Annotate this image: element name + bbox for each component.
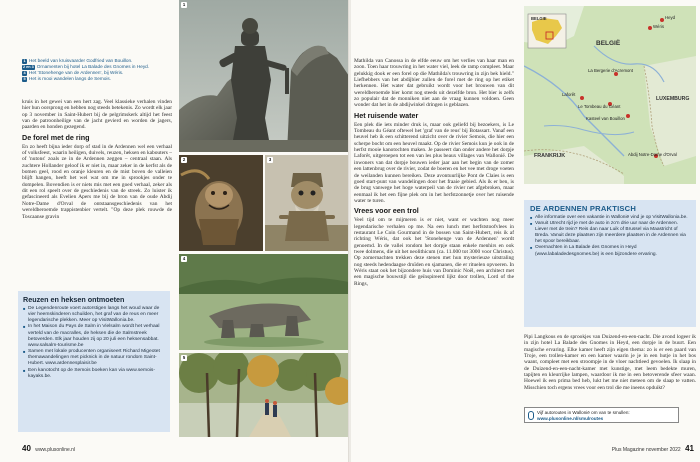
photo-gnome-ornament-1 [179,155,263,251]
footer-site[interactable]: www.plusonline.nl [35,447,76,453]
statue-illustration [179,0,349,152]
map-label-frankrijk: FRANKRIJK [534,153,566,159]
praktisch-item: ■ Alle informatie over een vakantie in Wallonië vind je op VisitWallonia.be. [530,215,690,221]
mouse-icon [528,411,534,420]
photo-godfried-statue [179,0,349,152]
water-paragraph: Een plek die iets minder druk is, maar ook geliefd bij bezoekers, is Le Tombeau du Géant oftewel het 'graf van de reus' bij Botassart. Vanaf een heuvel heb ik een schitterend uitzicht over de rivier Semois, die hier een scherpe bocht om een heuvel maakt. Op de rivier Semois kun je ook in de herfst mooie kanotochten maken. Je passeert dan onder andere het dorpje Laforêt, uitgeroepen tot een van les plus beaux villages van Wallonië. De inwoners van dat dorpje bouwen ieder jaar aan het begin van de zomer een lattenbrug over de rivier, zodat de boeren en het vee met droge voeten de weilanden kunnen bereiken. Deze avontuurlijke Pont de Claies is een goed start-punt van wandelingen door het fraaie gebied. Als ik er ben, is de brug vanwege het hoge waterpeil van de rivier net afgebroken, maar eenmaal ik het een fijne plek om in het herfstzonnetje over het ruisende water te turen. [354,121,514,204]
box-item: ■ Een kanotocht op de Semois boeken kan via www.semois-kayaks.be. [23,368,165,380]
forest-path-illustration [179,353,349,437]
praktisch-item: ■ Vanuit Utrecht rijd je met de auto in zo'n drie uur naar de Ardennen. Liever met de trein? Reis dan naar Luik of Brussel via Maastricht of Breda. Vanuit deze plaatsen zijn meerdere plaatsen in de Ardennen via het spoor bereikbaar. [530,221,690,245]
left-footer [22,444,75,453]
praktisch-title: DE ARDENNEN PRAKTISCH [530,204,637,213]
box-item: ■ De Legendenroute voert autorstigen langs het woud waar de vier heemskinderen schuilden, het graf van de reus en meer legendarische plekken. Meer op VisitWallonia.be. [23,306,165,324]
caption-number: 1 [23,58,26,63]
page-number: 40 [22,444,31,453]
heading-trol: Vrees voor een trol [354,206,419,216]
map-label-bouillon: Kasteel van Bouillon [586,116,625,121]
photo-number: 2 [182,157,186,162]
trol-paragraph: Veel tijd om te mijmeren is er niet, want er wachten nog meer legendarische verhalen op me. Na een lunch met herfststoofvlees in restaurant Le Coin Gourmand in de bossen van Saint-Hubert, reis ik af richting Wéris, dat ook het 'Stonehenge van de Ardennen' wordt genoemd. In de vallei rondom het dorpje staan enkele menhirs en ook twee dolmens, die uit het neolithicum (ca. 11.000 tot 3000 voor Christus). Op zomernachten trekken deze stenen met hun mysterieuze uitstraling nog steeds hedendaagse druïden en sjamanen, die er rituelen opvoeren. In Wéris staat ook het bijzondere huis van Dominic Noël, een architect met een magische bouwstijl die geïnspireerd lijkt door trollen, Lord of the Rings, [354,217,514,287]
footer-magazine: Plus Magazine november 2022 [611,447,681,453]
hotel-paragraph: Pipi Langkous en de sprookjes van Duizend-en-een-nacht. Die avond logeer ik in zijn hotel La Balade des Gnomes in Heyd, een dorpje in de buurt. Een magische ervaring. Elke kamer heeft zijn eigen thema: zo is er een paard van Troje, een trollen-kamer en een kamer waarin je je in een hutje in het bos waant, compleet met een stroompje in de vloer nachtleed gevoelen. Ik slaap in de Duizend-en-een-nacht-kamer met kunstige, met leem bedekte muren, tapijten en kleurrijke lampen, waardoor ik me in een betoverende sfeer waan. Hoewel ik een prima bed heb, lukt het me niet meteen om de slaap te vatten. Misschien toch ergens vrees voor een trol die me ineens opduikt? [524,334,696,391]
map-label-laforet: Laforêt [562,92,576,97]
gnome-ornament-illustration [179,155,263,251]
photo-number: 4 [182,256,186,261]
caption-text: Het beeld van kruisvaarder Godfried van Bouillon. [29,58,133,63]
smulroutes-callout[interactable] [524,407,679,423]
caption-number: 5 [23,76,26,81]
map-label-orval: Abdij Notre-Dame d'Orval [628,152,677,157]
map-label-tombeau: Le Tombeau du Géant [578,104,621,109]
right-page [351,0,700,462]
callout-link[interactable]: www.plusonline.nl/smulroutes [537,415,604,421]
orval-paragraph: Mathilda van Canossa in de elfde eeuw om het verlies van haar man en zoon. Toen haar trouwring in het water viel, leek de ramp compleet. Maar gelukkig dook er een forel op die Mathilda's trouwring in zijn bek hield." Liefhebbers van het abdijbier zullen de forel met de ring op het etiket herkennen. Het water dat gebruikt wordt voor het brouwen van dit wereldberoemde bier komt nog steeds uit dezelfde bron. Het bier is zelfs zo populair dat de monniken niet aan de vraag kunnen voldoen. Geen wonder dat het in de abdijwinkel dringen is geblazen. [354,58,514,109]
photo-stonehenge [179,254,349,350]
photo-number: 5 [182,355,186,360]
gnome-figure-illustration [265,155,349,251]
right-article-column-1 [354,58,514,426]
praktisch-item: ■ Overnachten in La Balade des Gnomes in Heyd (www.labaladedesgnomes.be) is een bijzondere ervaring. [530,245,690,257]
right-article-column-2 [524,334,696,406]
right-footer [612,444,694,453]
intro-paragraph: kruis in het gewei van een hert zag. Veel klassieke verhalen vinden hier hun oorsprong en hebben nog steeds betekenis. Zo wordt elk jaar op 3 november in Saint-Hubert bij de pelgrimskerk altijd het feest van de patroonheilige van de jacht gevierd en worden de jagers, paarden en honden gezegend. [22,99,172,131]
map-label-weris: Wéris [653,24,664,29]
photo-gnome-ornament-2 [265,155,349,251]
caption-text: Het 'Stonehenge van de Ardennen', bij Wéris. [29,70,124,75]
praktisch-list [530,215,690,258]
box-list [23,306,165,380]
caption-text: Ornamenten bij hotel La Balade des Gnomes in Heyd. [36,64,150,69]
photo-number: 1 [182,2,186,7]
callout-text: Vijf autoroutes in Wallonië om van te smullen: [537,410,630,415]
ardennen-praktisch-box [524,200,696,327]
heading-forel: De forel met de ring [22,132,90,142]
caption-row [22,76,172,82]
caption-text: Het is mooi wandelen langs de Semois. [29,76,112,81]
caption-number: 2 en 3 [23,64,34,69]
ardennen-map [524,6,696,184]
map-label-heyd: Heyd [665,15,676,20]
box-title: Reuzen en heksen ontmoeten [23,295,125,304]
page-number: 41 [685,444,694,453]
box-item: ■ Samen met lokale producenten organiseert Richard Migeotet themawandelingen met picknick in de natuur rondom Saint-Hubert. www.ardennesplaisir.be [23,349,165,367]
box-item: ■ In het Maison du Pays de Salm in Vielsalm wordt het verhaal verteld van de macralles, de heksen die de Salmstreek betoverden. Elk jaar houden zij op 20 juli een heksensabbat. www.salsalm-tourisme.be [23,324,165,349]
left-article-column [22,99,172,291]
photo-number: 3 [268,157,272,162]
photo-semois-walk [179,353,349,437]
map-label-luxemburg: LUXEMBURG [656,96,690,102]
dolmen-illustration [179,254,349,350]
map-label-belgie: BELGIË [596,40,621,47]
photo-captions [22,58,172,82]
map-label-bergerie: La Bergerie d'Acremont [588,68,634,73]
inset-label-belgie: BELGIE [531,16,547,21]
heading-ruisende-water: Het ruisende water [354,110,419,120]
ring-paragraph: En zo heeft bijna ieder dorp of stad in de Ardennen wel een verhaal of volksfeest, waarin heiligen, duivels, reuzen, heksen en kabouters – of 'nutons' zoals ze in de Ardennen zeggen – centraal staan. Als zuchtere Hollander geloof ik er niet in, maar zeker in de kerfst als de bomen geel, rood en oranje kleuren en de mist boven de valleien blijft hangen, heeft het wel wat om me in sprookjes onder te dompelen. Bovendien is er niets mis met een goed verhaal, zeker als dit een rol speelt over de geschiedenis van de streek. Zo luister ik gefascineerd als Evelien Apers me bij de bron van de oude Abdij Notre-Dame d'Orval de ontstaansgeschiedenis van het wereldberoemde trappistenbier vertelt. "Op deze plek rouwde de Toscaanse gravin [22,143,172,220]
reuzen-heksen-box [18,291,170,432]
caption-number: 4 [23,70,26,75]
left-page [0,0,349,462]
